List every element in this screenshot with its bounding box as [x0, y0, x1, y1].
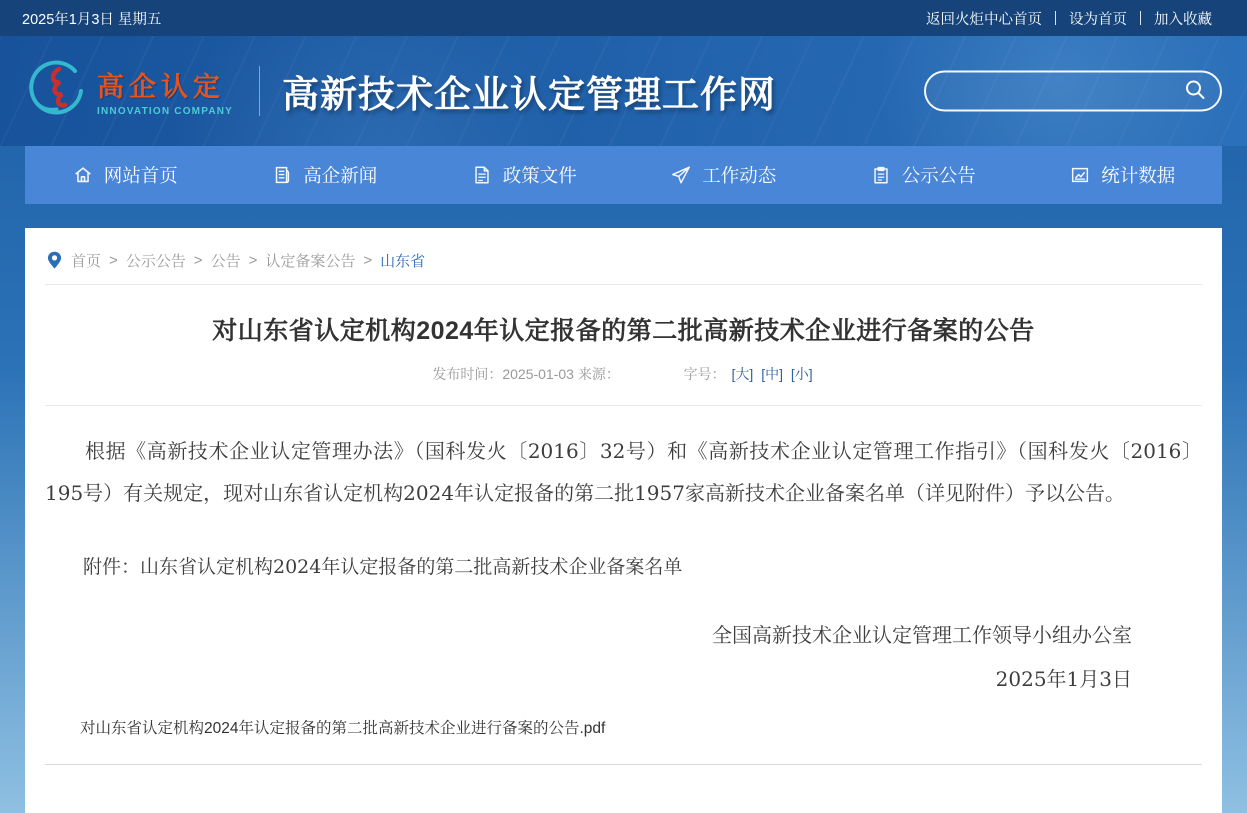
nav-label: 公示公告	[901, 165, 976, 186]
search-box[interactable]	[924, 71, 1222, 112]
nav-label: 统计数据	[1101, 165, 1176, 186]
publish-time-value: 2025-01-03	[502, 366, 574, 382]
nav-item-policy[interactable]	[424, 146, 624, 204]
article-meta	[45, 364, 1202, 384]
bottom-divider	[45, 764, 1202, 765]
breadcrumb-separator: >	[363, 252, 373, 269]
divider	[45, 405, 1202, 406]
pdf-attachment-link[interactable]: 对山东省认定机构2024年认定报备的第二批高新技术企业进行备案的公告.pdf	[80, 720, 606, 737]
breadcrumb-separator: >	[109, 252, 118, 269]
nav-item-home[interactable]	[25, 146, 225, 204]
nav-item-worknews[interactable]	[624, 146, 824, 204]
main-nav	[25, 146, 1222, 204]
source-label: 来源：	[577, 366, 620, 382]
top-utility-bar	[0, 0, 1247, 36]
logo-text-cn: 高企认定	[97, 72, 225, 102]
search-button[interactable]	[1184, 79, 1206, 104]
breadcrumb-current-shandong[interactable]: 山东省	[380, 253, 426, 270]
nav-item-announcements[interactable]	[823, 146, 1023, 204]
logo-text-en: INNOVATION COMPANY	[97, 106, 234, 117]
signature-block	[45, 619, 1202, 692]
site-header	[0, 36, 1247, 146]
signature-date: 2025年1月3日	[995, 667, 1132, 691]
attachment-line[interactable]: 附件：山东省认定机构2024年认定报备的第二批高新技术企业备案名单	[83, 556, 683, 578]
search-input[interactable]	[944, 83, 1184, 100]
link-add-favorite[interactable]: 加入收藏	[1154, 11, 1212, 28]
fontsize-large-button[interactable]: [大]	[731, 366, 754, 382]
nav-label: 高企新闻	[303, 165, 378, 186]
nav-label: 工作动态	[702, 165, 777, 186]
chart-icon	[1069, 164, 1091, 186]
fontsize-label: 字号：	[683, 366, 726, 382]
breadcrumb-separator: >	[193, 252, 203, 269]
logo-swirl-icon	[25, 57, 89, 126]
site-logo[interactable]	[25, 57, 233, 126]
policy-icon	[471, 164, 493, 186]
top-links	[913, 8, 1225, 29]
fontsize-medium-button[interactable]: [中]	[761, 366, 783, 382]
signature-org: 全国高新技术企业认定管理工作领导小组办公室	[712, 623, 1132, 647]
breadcrumb-filing-notice[interactable]: 认定备案公告	[265, 253, 356, 270]
site-title: 高新技术企业认定管理工作网	[282, 72, 777, 116]
article-title: 对山东省认定机构2024年认定报备的第二批高新技术企业进行备案的公告	[212, 317, 1035, 345]
link-set-homepage[interactable]: 设为首页	[1069, 11, 1127, 28]
current-date: 2025年1月3日 星期五	[22, 11, 162, 28]
breadcrumb-notice[interactable]: 公告	[210, 253, 241, 270]
divider	[45, 284, 1202, 285]
search-icon	[1184, 79, 1206, 104]
nav-item-statistics[interactable]	[1023, 146, 1223, 204]
article-paragraph: 根据《高新技术企业认定管理办法》（国科发火〔2016〕32号）和《高新技术企业认定管理工作指引》（国科发火〔2016〕195号）有关规定，现对山东省认定机构2024年认定报备的第二批1957家高新技术企业备案名单（详见附件）予以公告。	[45, 439, 1202, 505]
home-icon	[72, 164, 94, 186]
breadcrumb-announcements[interactable]: 公示公告	[125, 253, 186, 270]
clipboard-icon	[870, 164, 892, 186]
header-divider	[259, 66, 260, 116]
nav-label: 政策文件	[502, 165, 577, 186]
breadcrumb-separator: >	[248, 252, 258, 269]
link-torch-center-home[interactable]: 返回火炬中心首页	[926, 11, 1042, 28]
nav-label: 网站首页	[103, 165, 178, 186]
publish-time-label: 发布时间：	[432, 366, 503, 382]
content-card	[25, 228, 1222, 813]
breadcrumb	[45, 228, 1202, 284]
breadcrumb-home[interactable]: 首页	[71, 253, 102, 270]
location-pin-icon	[47, 251, 62, 270]
nav-item-news[interactable]	[225, 146, 425, 204]
paper-plane-icon	[670, 164, 692, 186]
fontsize-small-button[interactable]: [小]	[790, 366, 813, 382]
news-icon	[271, 164, 293, 186]
